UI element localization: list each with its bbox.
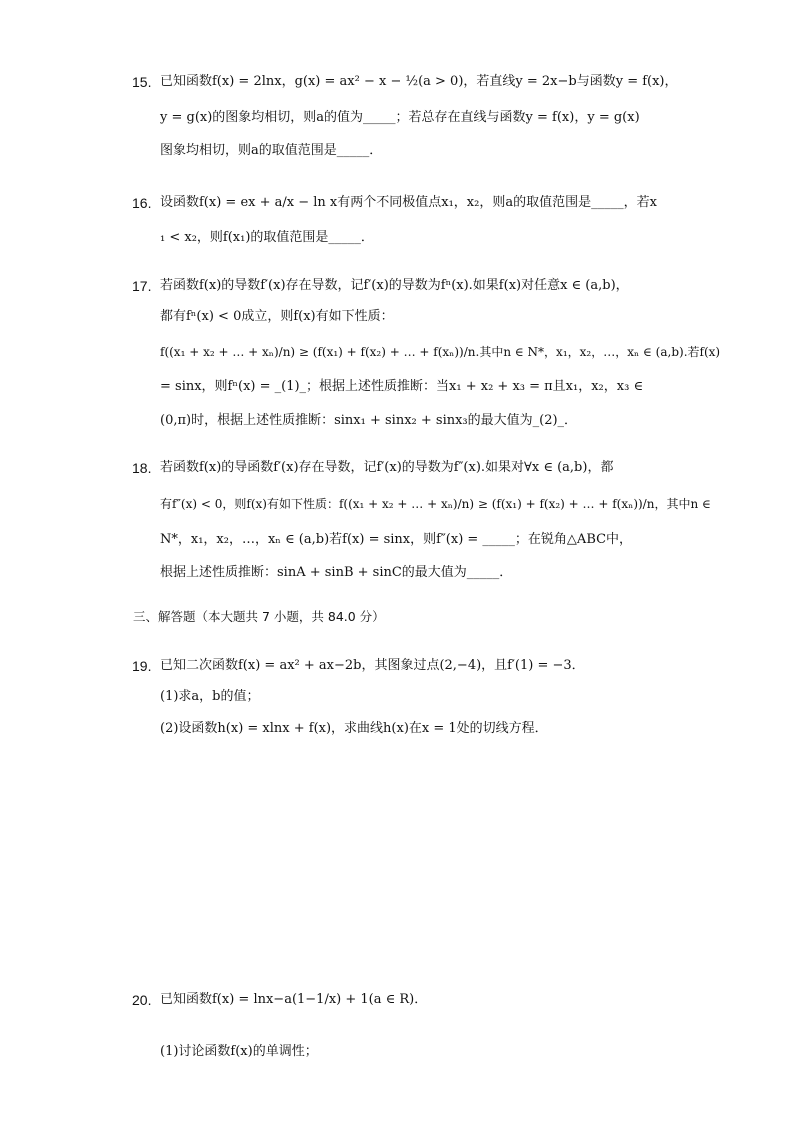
question-17-line-1: 若函数f(x)的导数f′(x)存在导数，记f′(x)的导数为fⁿ(x).如果f(x)对任意x ∈ (a,b)， — [160, 278, 629, 293]
question-15-line-2: y = g(x)的图象均相切，则a的值为_____；若总存在直线与函数y = f(x)，y = g(x) — [160, 110, 640, 125]
question-17-line-5: (0,π)时，根据上述性质推断：sinx₁ + sinx₂ + sinx₃的最大值为_(2)_． — [160, 413, 578, 428]
question-19-stem: 已知二次函数f(x) = ax² + ax−2b，其图象过点(2,−4)，且f′(1) = −3． — [160, 658, 585, 673]
question-19-number: 19. — [132, 658, 152, 674]
question-20-stem: 已知函数f(x) = lnx−a(1−1/x) + 1(a ∈ R)． — [160, 992, 428, 1007]
question-18-line-1: 若函数f(x)的导函数f′(x)存在导数，记f′(x)的导数为f″(x).如果对∀x ∈ (a,b)，都 — [160, 460, 614, 475]
question-19-part-2: (2)设函数h(x) = xlnx + f(x)，求曲线h(x)在x = 1处的切线方程． — [160, 721, 548, 736]
question-15-line-3: 图象均相切，则a的取值范围是_____． — [160, 143, 383, 158]
question-15-line-1: 已知函数f(x) = 2lnx，g(x) = ax² − x − ½(a > 0)，若直线y = 2x−b与函数y = f(x)， — [160, 74, 678, 89]
question-19-part-1: (1)求a，b的值； — [160, 689, 260, 704]
question-17-line-2: 都有fⁿ(x) < 0成立，则f(x)有如下性质： — [160, 309, 394, 324]
question-17-number: 17. — [132, 278, 152, 294]
question-18-number: 18. — [132, 460, 152, 476]
question-16-line-1: 设函数f(x) = ex + a/x − ln x有两个不同极值点x₁，x₂，则a的取值范围是_____，若x — [160, 195, 657, 210]
question-15-number: 15. — [132, 74, 152, 90]
question-16-number: 16. — [132, 195, 152, 211]
section-title: 三、解答题（本大题共 7 小题，共 84.0 分） — [133, 609, 385, 624]
question-20-number: 20. — [132, 992, 152, 1008]
question-20-part-1: (1)讨论函数f(x)的单调性； — [160, 1044, 318, 1059]
question-18-line-2: 有f″(x) < 0，则f(x)有如下性质：f((x₁ + x₂ + … + xₙ)/n) ≥ (f(x₁) + f(x₂) + … + f(xₙ))/n，其中n ∈ — [160, 497, 711, 511]
question-18-line-3: N*，x₁，x₂，…，xₙ ∈ (a,b)若f(x) = sinx，则f″(x) = _____；在锐角△ABC中， — [160, 532, 633, 547]
question-17-line-3: f((x₁ + x₂ + … + xₙ)/n) ≥ (f(x₁) + f(x₂) + … + f(xₙ))/n.其中n ∈ N*，x₁，x₂，…，xₙ ∈ (a,b).若f(x) — [160, 345, 721, 359]
question-18-line-4: 根据上述性质推断：sinA + sinB + sinC的最大值为_____． — [160, 565, 513, 580]
question-16-line-2: ₁ < x₂，则f(x₁)的取值范围是_____． — [160, 230, 374, 245]
question-17-line-4: = sinx，则fⁿ(x) = _(1)_；根据上述性质推断：当x₁ + x₂ + x₃ = π且x₁，x₂，x₃ ∈ — [160, 379, 644, 394]
